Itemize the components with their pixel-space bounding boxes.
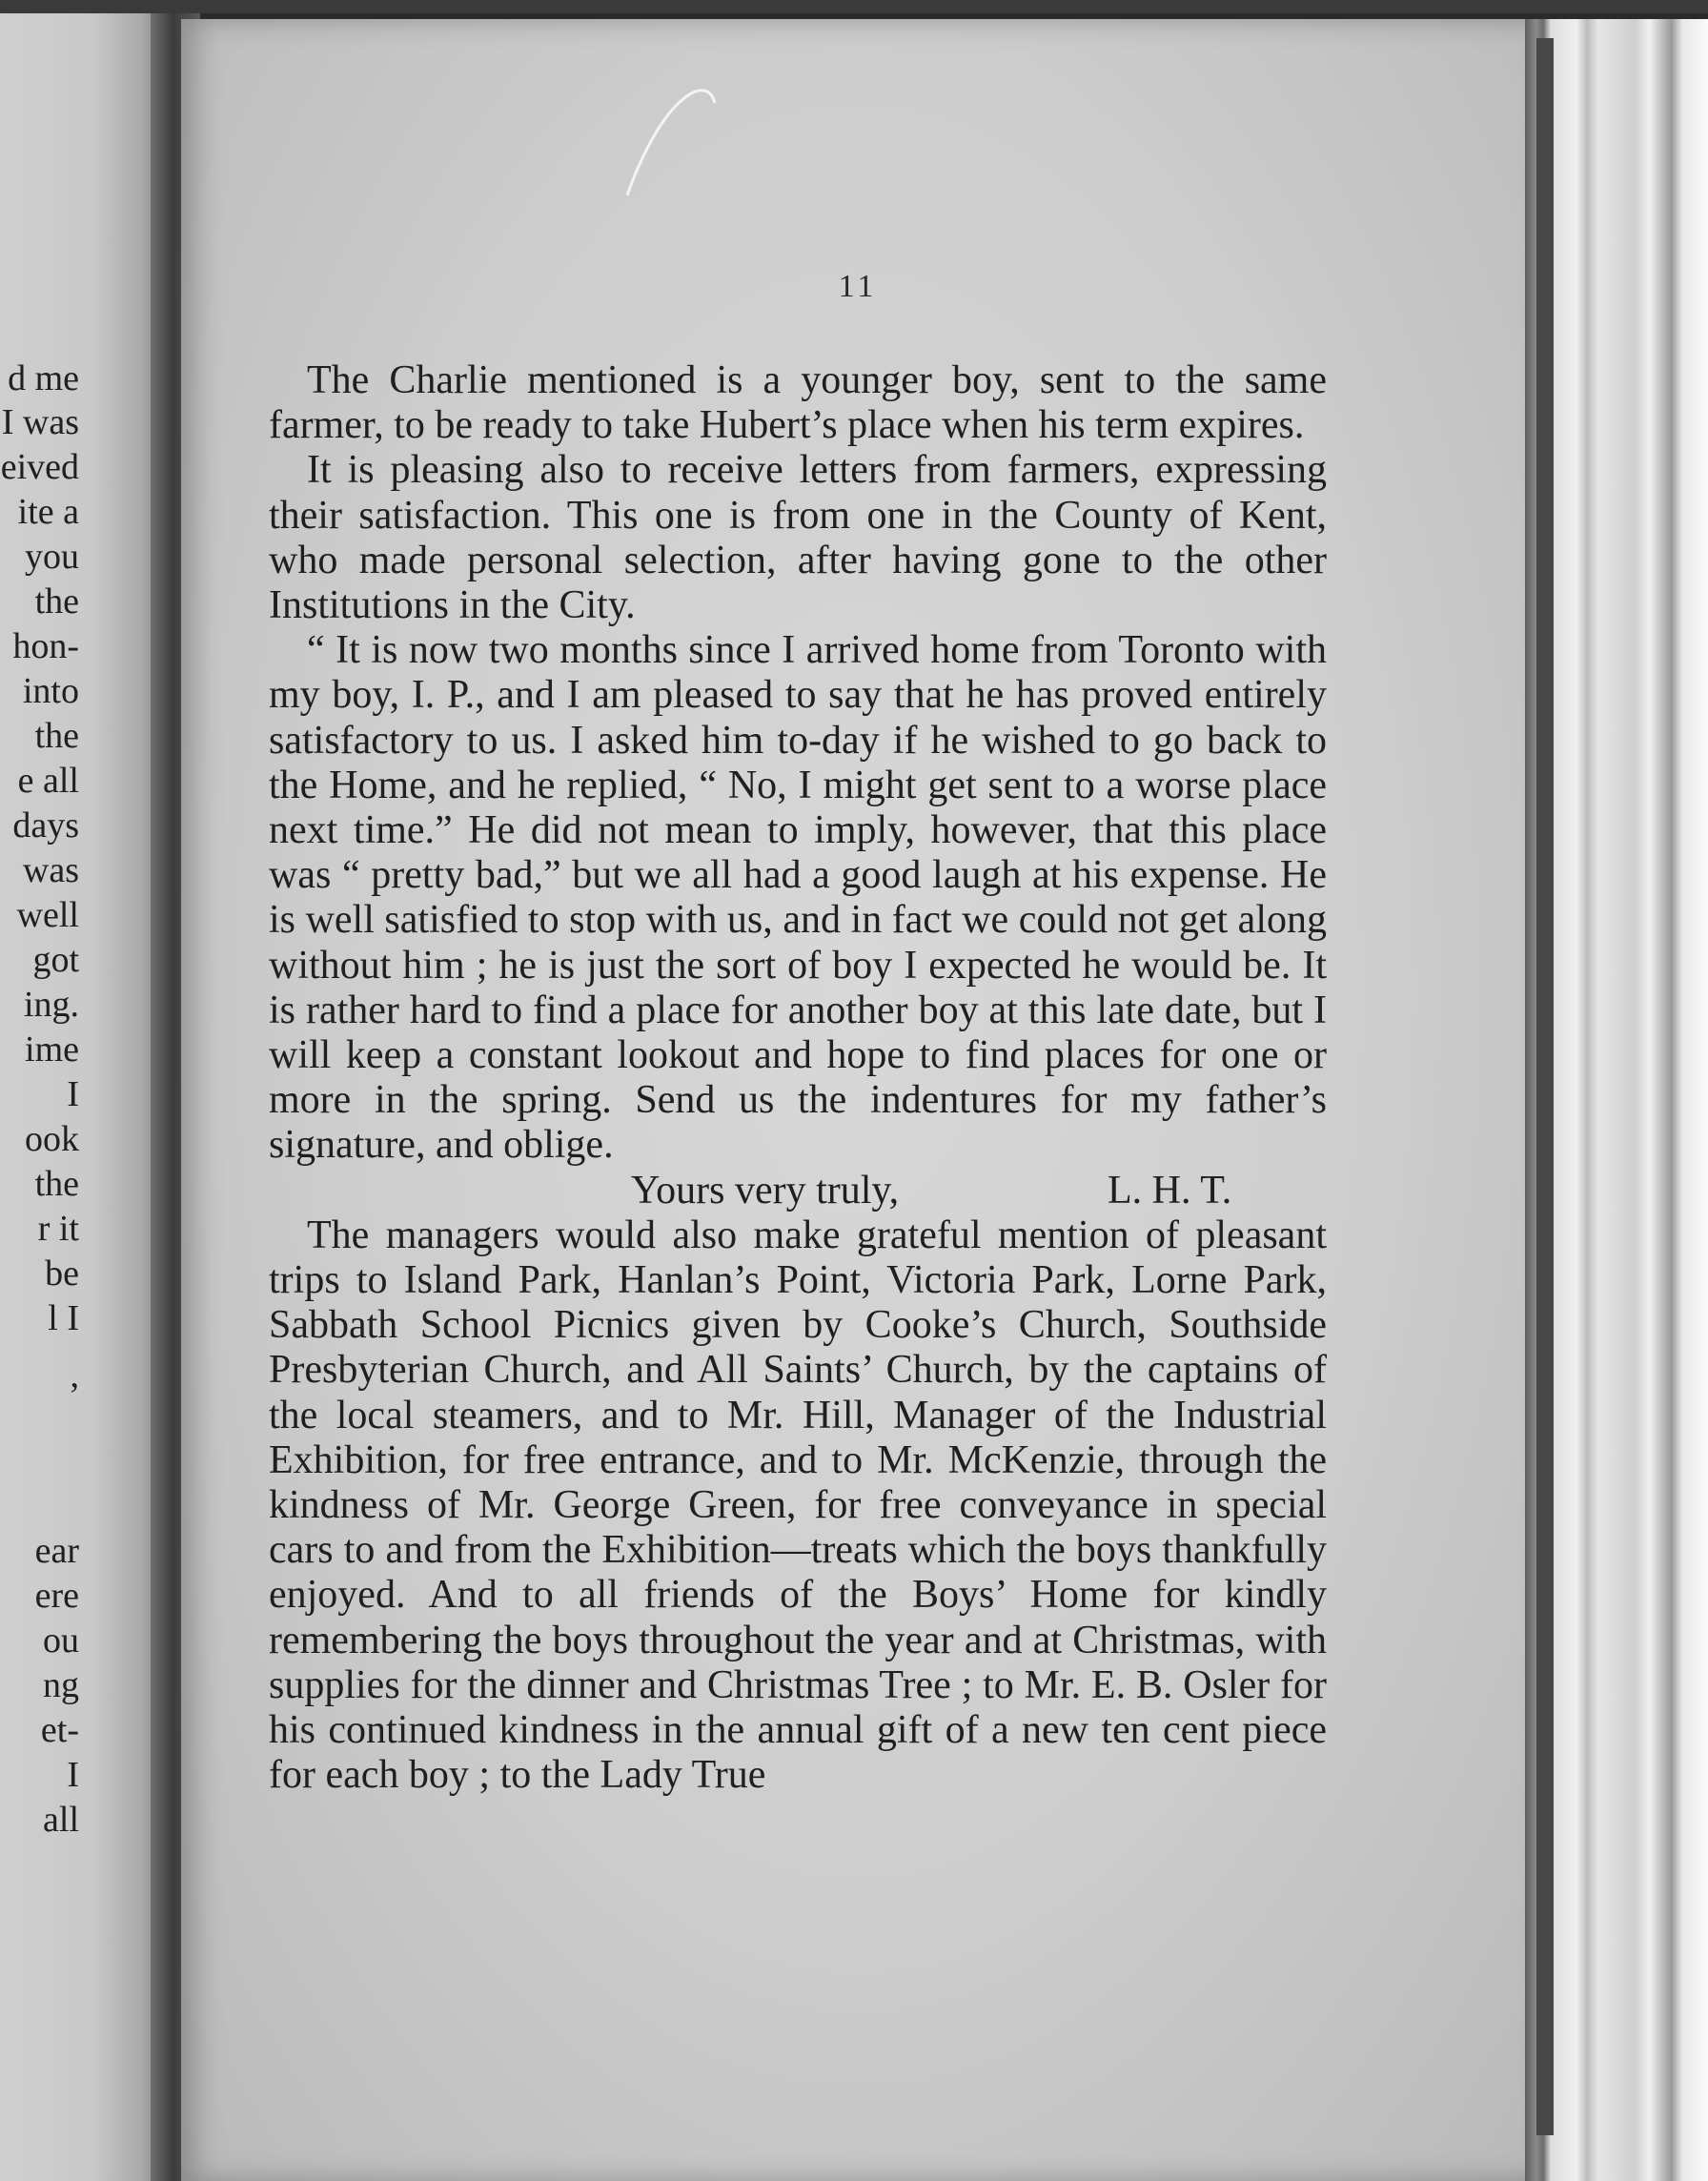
paragraph: The Charlie mentioned is a younger boy, sent to the same farmer, to be ready to take Hubert’s place when his term expires. [269, 358, 1327, 448]
previous-page-fragment: ere [34, 1576, 79, 1616]
previous-page-fragment: ear [34, 1531, 79, 1571]
previous-page-fragment: I [67, 1074, 79, 1114]
page-stack-shadow [1536, 38, 1554, 2135]
quoted-letter: “ It is now two months since I arrived home from Toronto with my boy, I. P., and I am pleased to say that he has proved entirely satisfactory to us. I asked him to-day if he wished to go back to the Home, and he replied, “ No, I might get sent to a worse place next time.” He did not mean to imply, however, that this place was “ pretty bad,” but we all had a good laugh at his expense. He is well satisfied to stop with us, and in fact we could not get along without him ; he is just the sort of boy I expected he would be. It is rather hard to find a place for another boy at this late date, but I will keep a constant lookout and hope to find places for one or more in the spring. Send us the indentures for my father’s signature, and oblige. [269, 628, 1327, 1168]
page-number: 11 [838, 269, 878, 304]
previous-page-fragment: be [45, 1254, 79, 1294]
previous-page-fragment: you [25, 537, 79, 577]
previous-page-fragment: ng [43, 1665, 79, 1705]
previous-page-fragment: r it [37, 1209, 79, 1249]
letter-closing: Yours very truly, [631, 1168, 900, 1213]
previous-page-fragment: ime [25, 1029, 79, 1070]
book-page [181, 19, 1535, 2181]
previous-page-fragment: the [34, 581, 79, 622]
previous-page-fragment: well [16, 895, 79, 935]
previous-page-fragment: was [22, 850, 79, 890]
previous-page-fragment: hon- [12, 626, 79, 666]
previous-page-fragment: I was [1, 402, 79, 442]
previous-page-fragment: I [67, 1755, 79, 1795]
letter-signoff [269, 1169, 1327, 1213]
letter-signature-initials: L. H. T. [1108, 1168, 1232, 1213]
previous-page-fragment: eived [0, 447, 79, 487]
previous-page-edge [0, 13, 167, 2181]
previous-page-fragment: the [34, 716, 79, 756]
previous-page-fragment: ite a [17, 492, 79, 532]
previous-page-fragment: the [34, 1164, 79, 1204]
previous-page-fragment: ook [25, 1119, 79, 1159]
previous-page-fragment: e all [17, 761, 79, 801]
previous-page-fragment: et- [40, 1710, 79, 1750]
previous-page-fragment: ou [43, 1620, 79, 1661]
previous-page-fragment: l I [48, 1298, 79, 1338]
previous-page-fragment: got [32, 940, 79, 980]
paragraph: It is pleasing also to receive letters from farmers, expressing their satisfaction. This one is from one in the County of Kent, who made personal selection, after having gone to the other Institutions in the City. [269, 448, 1327, 628]
previous-page-fragment: ing. [23, 985, 79, 1025]
previous-page-fragment: days [12, 805, 79, 846]
page-body-text [269, 358, 1327, 1798]
paragraph: The managers would also make grateful mention of pleasant trips to Island Park, Hanlan’s Point, Victoria Park, Lorne Park, Sabbath School Picnics given by Cooke’s Church, Southside Presbyterian Church, and All Saints’ Church, by the captains of the local steamers, and to Mr. Hill, Manager of the Industrial Exhibition, for free entrance, and to Mr. McKenzie, through the kindness of Mr. George Green, for free conveyance in special cars to and from the Exhibition—treats which the boys thankfully enjoyed. And to all friends of the Boys’ Home for kindly remembering the boys throughout the year and at Christmas, with supplies for the dinner and Christmas Tree ; to Mr. E. B. Osler for his continued kindness in the annual gift of a new ten cent piece for each boy ; to the Lady True [269, 1213, 1327, 1798]
previous-page-fragment: d me [8, 358, 79, 398]
previous-page-fragment: all [43, 1800, 79, 1840]
previous-page-fragment: into [22, 671, 79, 711]
previous-page-fragment: , [70, 1355, 79, 1396]
page-hair-mark [620, 76, 753, 200]
scan-top-edge [0, 0, 1708, 13]
